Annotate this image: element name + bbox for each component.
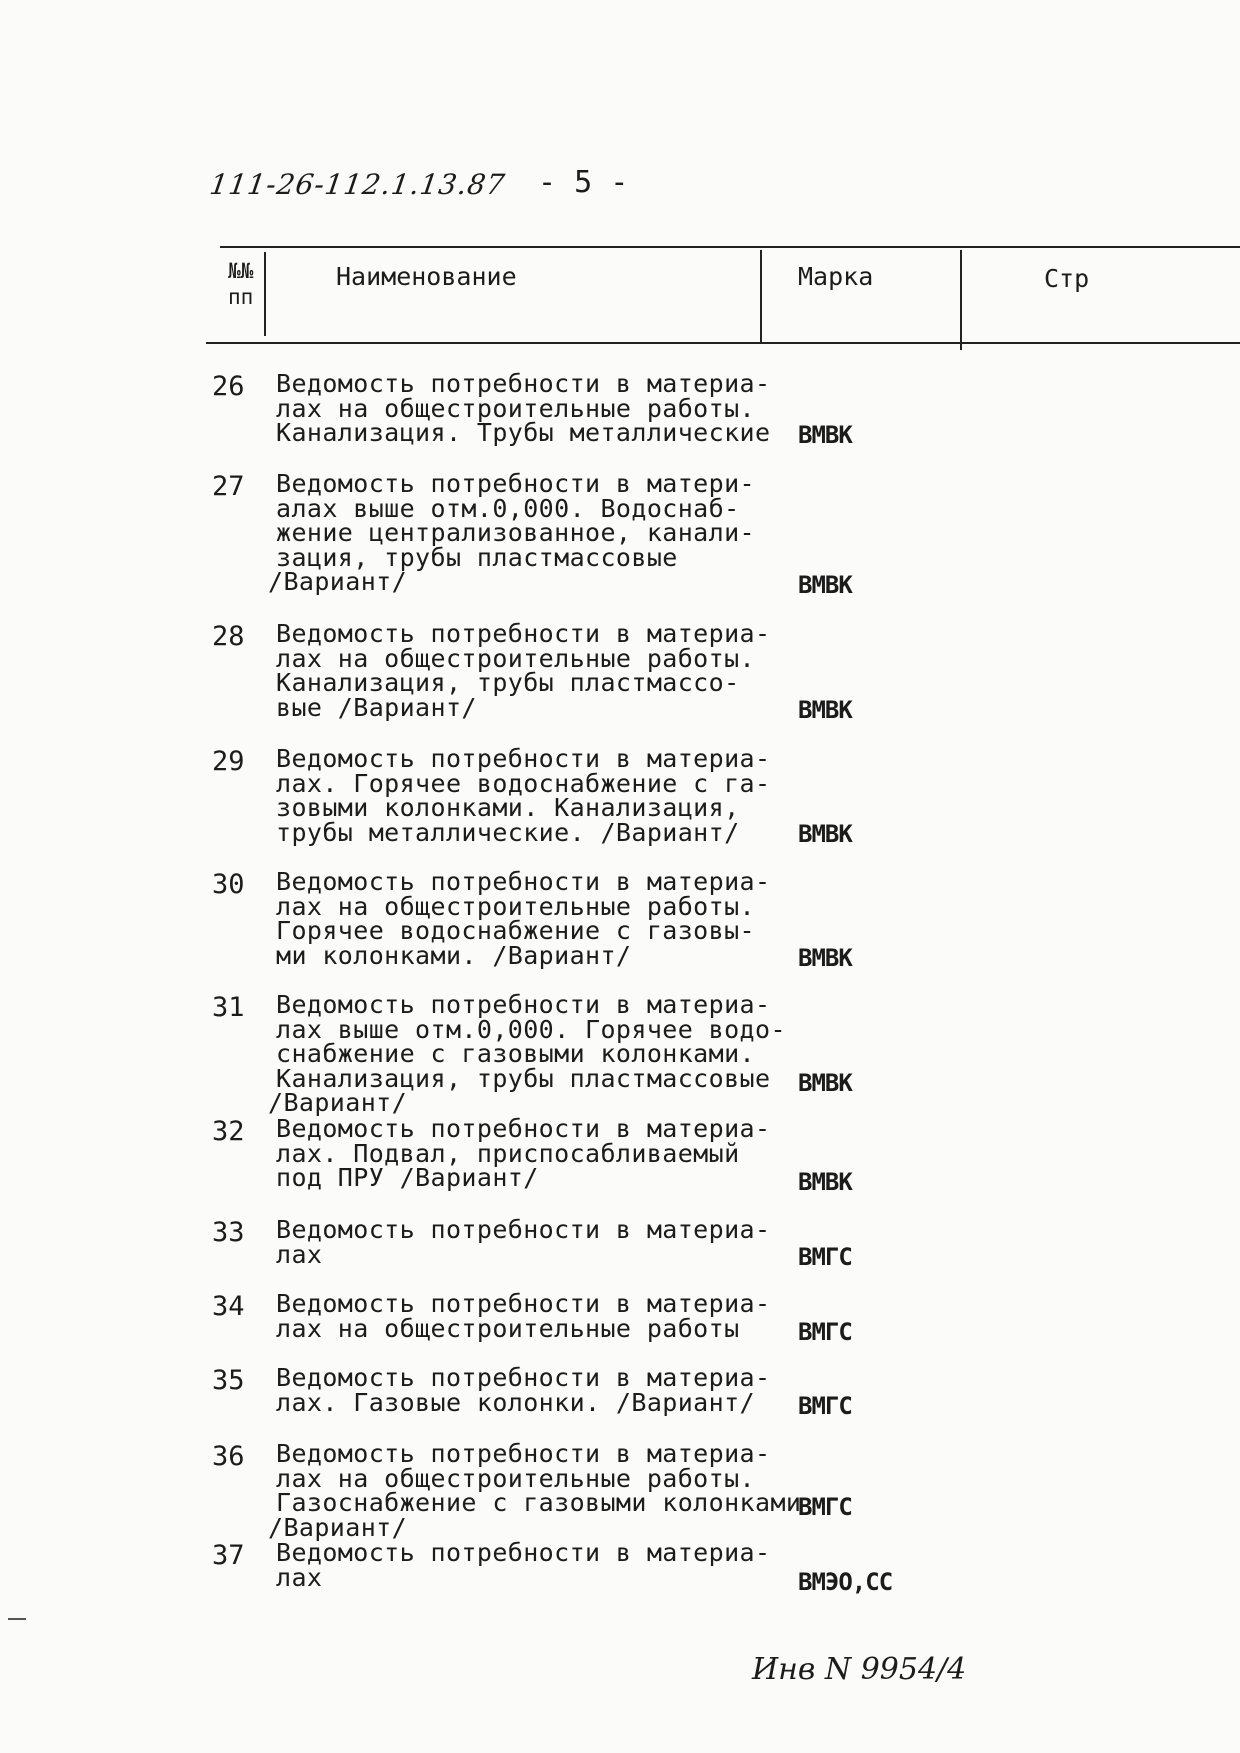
row-name — [268, 990, 786, 1117]
row-name — [268, 1439, 802, 1542]
row-number: 35 — [212, 1365, 245, 1396]
row-name — [276, 1289, 771, 1343]
row-name-line: жение централизованное, канали- — [276, 518, 755, 547]
row-name-line: Ведомость потребности в материа- — [276, 867, 771, 896]
row-number: 28 — [212, 621, 245, 652]
row-number: 37 — [212, 1540, 245, 1571]
row-name-line: лах выше отм.0,000. Горячее водо- — [276, 1014, 786, 1044]
row-mark: ВМВК — [798, 1069, 852, 1097]
row-name-line: трубы металлические. /Вариант/ — [276, 817, 740, 847]
row-name — [276, 867, 771, 970]
row-name-line: лах на общестроительные работы. — [276, 643, 755, 673]
row-name-line: Ведомость потребности в материа- — [276, 619, 771, 648]
row-number: 26 — [212, 371, 245, 402]
row-mark: ВМГС — [798, 1493, 852, 1521]
row-mark: ВМЭО,СС — [798, 1568, 893, 1596]
row-name — [276, 369, 771, 447]
mark-column-divider — [760, 250, 762, 344]
row-name-line: лах на общестроительные работы. — [276, 1463, 755, 1493]
page-number: - 5 - — [538, 165, 629, 200]
row-name-line: Канализация, трубы пластмассо- — [276, 668, 740, 697]
row-name-line: лах на общестроительные работы. — [276, 891, 755, 921]
row-name-line: лах — [276, 1562, 323, 1592]
row-name-line: вые /Вариант/ — [276, 692, 477, 722]
row-name-line: зовыми колонками. Канализация, — [276, 793, 740, 822]
row-name-line: Ведомость потребности в матери- — [276, 469, 755, 498]
column-header-name: Наименование — [336, 262, 517, 291]
row-name-line: Ведомость потребности в материа- — [276, 1439, 771, 1468]
row-mark: ВМВК — [798, 1168, 852, 1196]
row-name-line: Ведомость потребности в материа- — [276, 1363, 771, 1392]
row-number: 36 — [212, 1441, 245, 1472]
header-top-rule — [220, 246, 1240, 248]
row-name-line: /Вариант/ — [268, 1512, 408, 1542]
row-name — [276, 1538, 771, 1592]
row-name-line: лах на общестроительные работы. — [276, 393, 755, 423]
row-name-line: Канализация. Трубы металлические — [276, 418, 771, 447]
header-bottom-rule — [206, 342, 1240, 344]
row-mark: ВМВК — [798, 696, 852, 724]
inventory-number: Инв N 9954/4 — [752, 1652, 967, 1687]
row-name-line: Горячее водоснабжение с газовы- — [276, 916, 755, 945]
row-name-line: Ведомость потребности в материа- — [276, 369, 771, 398]
row-name-line: Ведомость потребности в материа- — [276, 1538, 771, 1567]
row-name-line: ми колонками. /Вариант/ — [276, 940, 632, 970]
column-header-num-line1: №№ — [228, 259, 254, 283]
row-mark: ВМГС — [798, 1318, 852, 1346]
column-header-mark: Марка — [798, 262, 874, 291]
row-number: 30 — [212, 869, 245, 900]
row-name — [276, 1114, 771, 1192]
row-name-line: /Вариант/ — [268, 1088, 408, 1117]
row-name-line: алах выше отм.0,000. Водоснаб- — [276, 493, 740, 523]
row-name — [276, 619, 771, 722]
row-mark: ВМГС — [798, 1243, 852, 1271]
row-number: 33 — [212, 1217, 245, 1248]
row-mark: ВМВК — [798, 421, 852, 449]
row-name-line: лах. Горячее водоснабжение с га- — [276, 768, 771, 798]
row-name — [276, 1215, 771, 1269]
column-header-num — [228, 258, 253, 310]
row-name-line: Ведомость потребности в материа- — [276, 1289, 771, 1318]
left-margin-mark — [8, 1618, 26, 1620]
row-name-line: зация, трубы пластмассовые — [276, 542, 678, 572]
num-column-divider — [264, 252, 266, 336]
row-name-line: Ведомость потребности в материа- — [276, 744, 771, 773]
column-header-num-line2: пп — [228, 285, 254, 309]
row-name-line: под ПРУ /Вариант/ — [276, 1163, 539, 1192]
row-name-line: Канализация, трубы пластмассовые — [276, 1063, 771, 1093]
row-name — [276, 1363, 771, 1417]
row-name-line: /Вариант/ — [268, 567, 408, 596]
row-number: 34 — [212, 1291, 245, 1322]
document-code: 111-26-112.1.13.87 — [207, 168, 508, 201]
row-name-line: Ведомость потребности в материа- — [276, 1215, 771, 1244]
row-name-line: Ведомость потребности в материа- — [276, 1114, 771, 1143]
row-name-line: Газоснабжение с газовыми колонками — [276, 1488, 802, 1517]
row-name-line: лах — [276, 1239, 323, 1269]
row-name-line: лах. Подвал, приспосабливаемый — [276, 1138, 740, 1168]
row-mark: ВМВК — [798, 820, 852, 848]
row-number: 31 — [212, 992, 245, 1023]
page-column-divider — [960, 250, 962, 350]
row-mark: ВМГС — [798, 1392, 852, 1420]
row-name-line: лах на общестроительные работы — [276, 1313, 740, 1343]
row-number: 27 — [212, 471, 245, 502]
column-header-page: Стр — [1044, 264, 1090, 293]
row-name-line: Ведомость потребности в материа- — [276, 990, 771, 1019]
row-name — [276, 744, 771, 847]
row-number: 32 — [212, 1116, 245, 1147]
row-name — [268, 469, 755, 596]
row-name-line: снабжение с газовыми колонками. — [276, 1039, 755, 1068]
row-name-line: лах. Газовые колонки. /Вариант/ — [276, 1387, 755, 1417]
row-number: 29 — [212, 746, 245, 777]
row-mark: ВМВК — [798, 944, 852, 972]
row-mark: ВМВК — [798, 571, 852, 599]
